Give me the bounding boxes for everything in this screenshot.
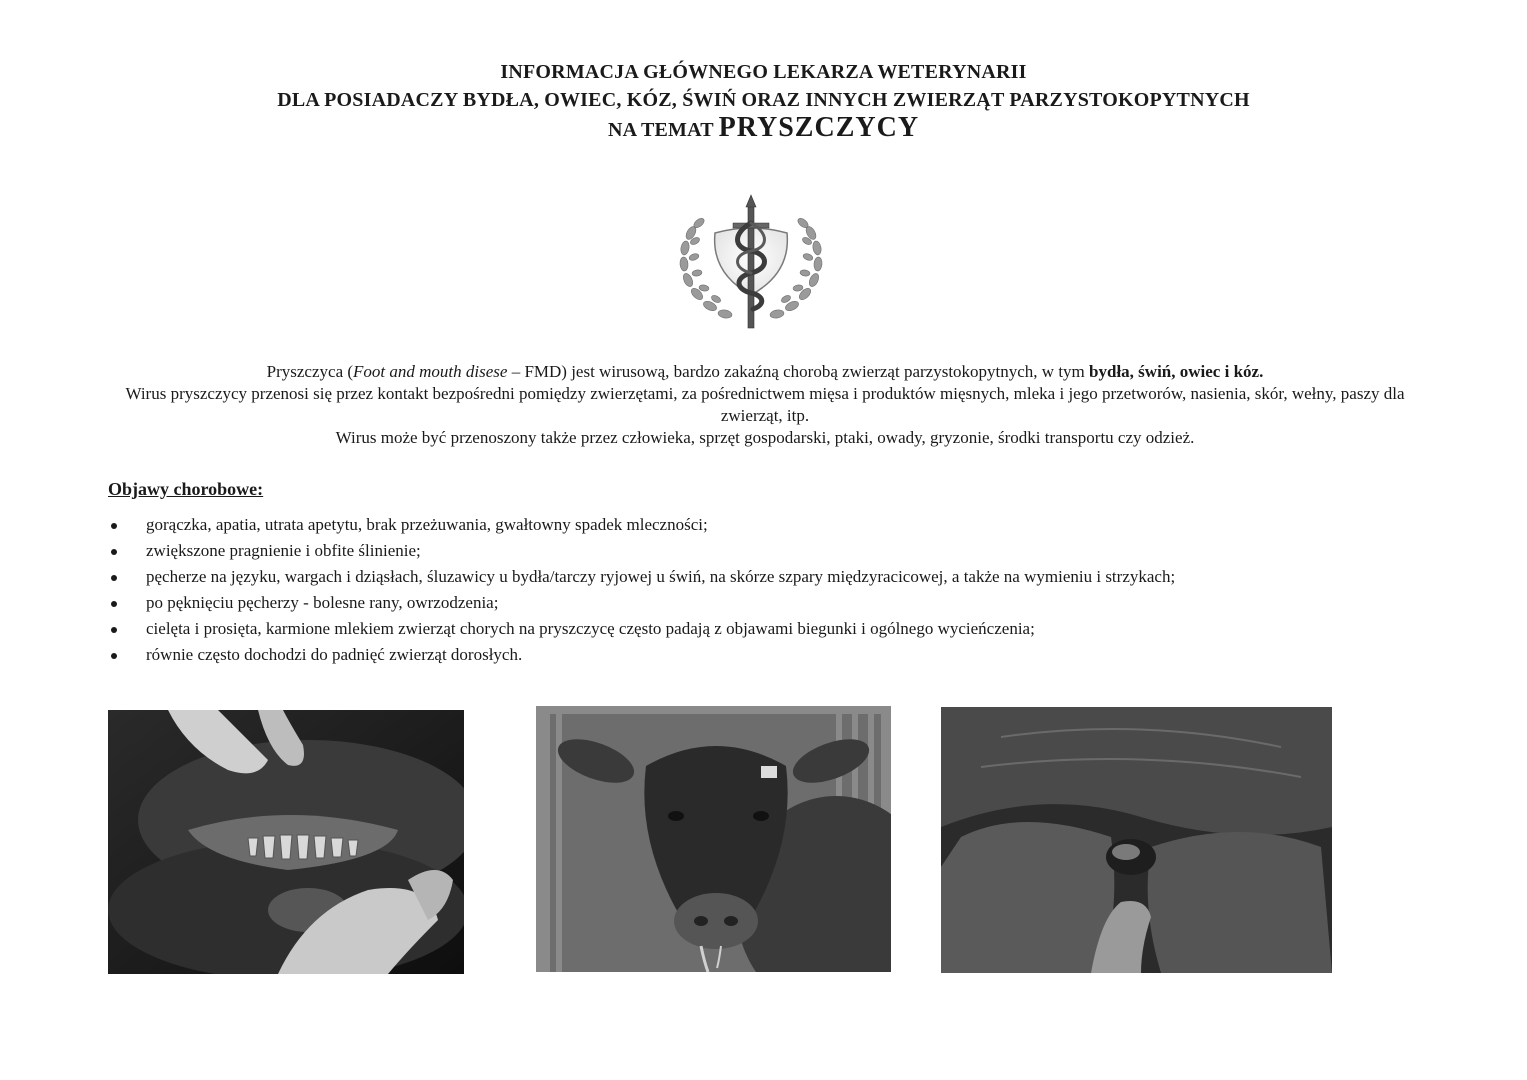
header-line-3-prefix: NA TEMAT — [607, 119, 714, 141]
symptom-text: równie często dochodzi do padnięć zwierząt dorosłych. — [146, 645, 523, 664]
document-header — [0, 58, 1527, 144]
bullet-icon — [111, 653, 117, 659]
intro-p1-species: bydła, świń, owiec i kóz — [1089, 362, 1260, 381]
symptoms-list — [108, 512, 1468, 668]
symptom-item — [108, 564, 1468, 590]
intro-p1-part-a: Pryszczyca ( — [266, 362, 354, 381]
symptom-text: gorączka, apatia, utrata apetytu, brak przeżuwania, gwałtowny spadek mleczności; — [146, 515, 708, 534]
header-line-2: DLA POSIADACZY BYDŁA, OWIEC, KÓZ, ŚWIŃ ORAZ INNYCH ZWIERZĄT PARZYSTOKOPYTNYCH — [277, 89, 1250, 111]
symptom-item — [108, 538, 1468, 564]
symptom-item — [108, 642, 1468, 668]
symptom-text: zwiększone pragnienie i obfite ślinienie; — [146, 541, 421, 560]
intro-text — [120, 361, 1410, 449]
veterinary-emblem-logo — [673, 193, 829, 333]
bullet-icon — [111, 523, 117, 529]
symptom-item — [108, 512, 1468, 538]
bullet-icon — [111, 601, 117, 607]
photo-mouth-lesions — [108, 710, 464, 974]
photo-calf-drooling — [536, 706, 891, 972]
symptom-text: cielęta i prosięta, karmione mlekiem zwierząt chorych na pryszczycę często padają z objawami biegunki i ogólnego wycieńczenia; — [146, 619, 1035, 638]
bullet-icon — [111, 575, 117, 581]
header-line-1: INFORMACJA GŁÓWNEGO LEKARZA WETERYNARII — [500, 61, 1027, 83]
intro-paragraph-2: Wirus pryszczycy przenosi się przez kontakt bezpośredni pomiędzy zwierzętami, za pośrednictwem mięsa i produktów mięsnych, mleka i jego przetworów, nasienia, skór, wełny, paszy dla zwierząt, itp. — [125, 384, 1405, 425]
bullet-icon — [111, 627, 117, 633]
intro-paragraph-3: Wirus może być przenoszony także przez człowieka, sprzęt gospodarski, ptaki, owady, gryzonie, środki transportu czy odzież. — [335, 428, 1195, 447]
photo-hoof-lesion — [941, 707, 1332, 973]
header-line-3 — [0, 114, 1527, 144]
symptom-text: po pęknięciu pęcherzy - bolesne rany, owrzodzenia; — [146, 593, 499, 612]
symptoms-heading: Objawy chorobowe: — [108, 479, 264, 499]
disease-name: PRYSZCZYCY — [718, 112, 920, 143]
symptom-item — [108, 616, 1468, 642]
intro-p1-english-name: Foot and mouth disese — [353, 362, 508, 381]
intro-paragraph-1 — [120, 361, 1410, 383]
symptom-text: pęcherze na języku, wargach i dziąsłach, śluzawicy u bydła/tarczy ryjowej u świń, na skórze szpary międzyracicowej, a także na wymieniu i strzykach; — [146, 567, 1176, 586]
bullet-icon — [111, 549, 117, 555]
intro-p1-period: . — [1259, 362, 1264, 381]
intro-p1-part-b: – FMD) jest wirusową, bardzo zakaźną chorobą zwierząt parzystokopytnych, w tym — [507, 362, 1090, 381]
symptom-item — [108, 590, 1468, 616]
